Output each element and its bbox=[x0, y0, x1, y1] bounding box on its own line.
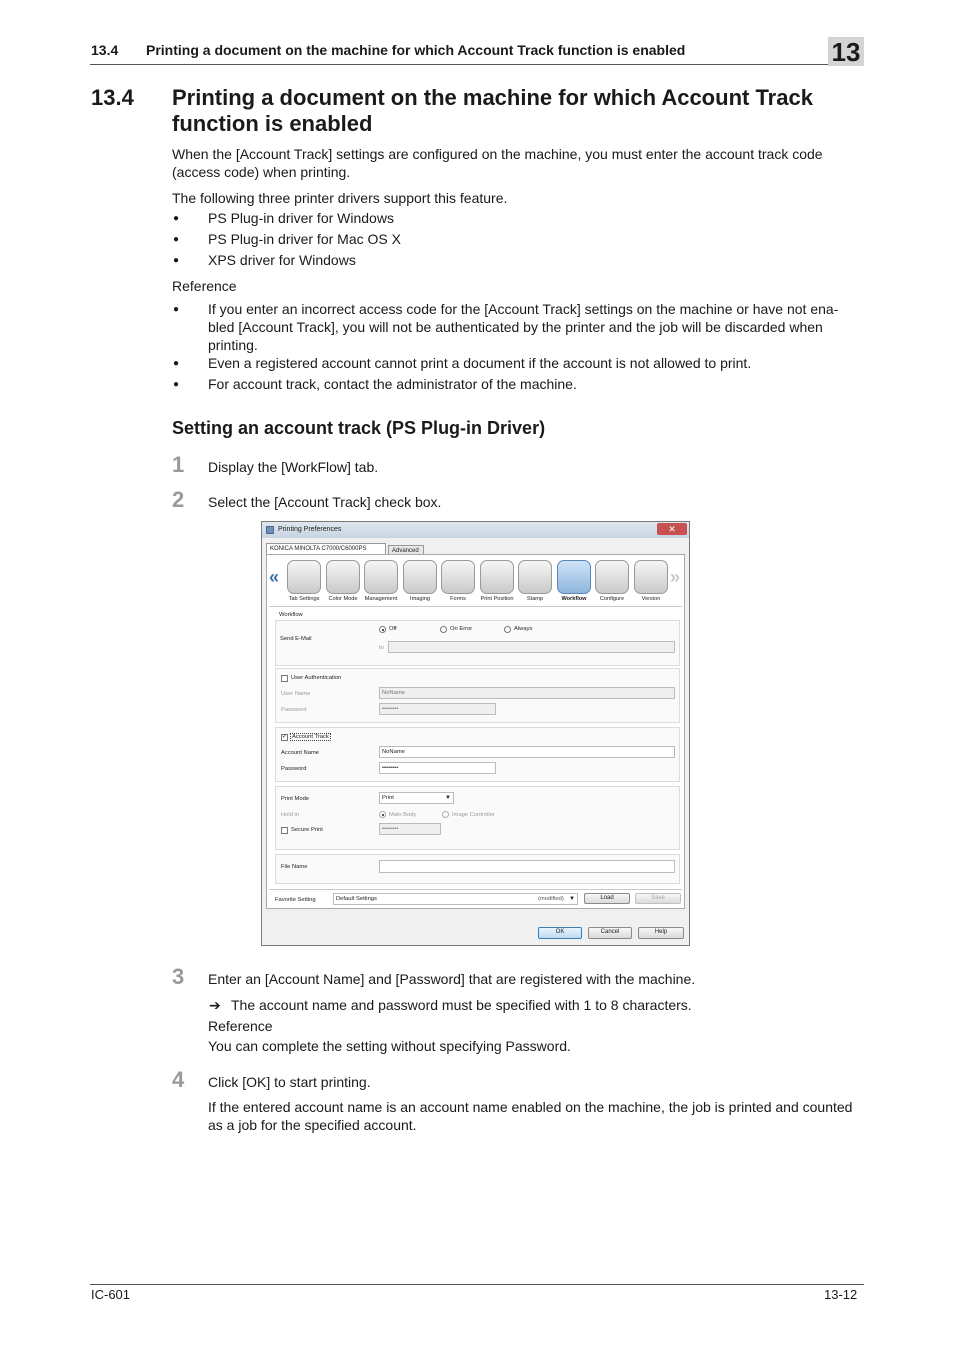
icon-label: Tab Settings bbox=[288, 596, 320, 602]
print-position-icon[interactable] bbox=[480, 560, 514, 594]
to-label: to bbox=[379, 645, 384, 651]
bullet-icon: ● bbox=[173, 304, 180, 315]
header-rule bbox=[90, 64, 864, 65]
icon-label: Imaging bbox=[410, 596, 430, 602]
account-name-label: Account Name bbox=[281, 750, 320, 756]
icon-label: Color Mode bbox=[328, 596, 358, 602]
favorite-label: Favorite Setting bbox=[275, 897, 316, 903]
list-item: PS Plug-in driver for Windows bbox=[208, 210, 394, 226]
user-auth-checkbox[interactable] bbox=[281, 675, 288, 682]
radio-main-body[interactable] bbox=[379, 811, 386, 818]
step-reference-label: Reference bbox=[208, 1018, 273, 1034]
chapter-badge: 13 bbox=[828, 37, 864, 66]
footer-page-number: 13-12 bbox=[824, 1287, 858, 1302]
send-email-group bbox=[275, 620, 680, 666]
save-button[interactable]: Save bbox=[635, 893, 681, 904]
stamp-icon[interactable] bbox=[518, 560, 552, 594]
printing-preferences-dialog bbox=[261, 521, 690, 946]
secure-print-label: Secure Print bbox=[291, 827, 323, 833]
favorite-value: Default Settings bbox=[336, 896, 377, 902]
drivers-intro: The following three printer drivers support this feature. bbox=[172, 190, 508, 206]
footer-rule bbox=[90, 1284, 864, 1285]
radio-on-error-label: On Error bbox=[450, 626, 473, 632]
user-auth-group bbox=[275, 668, 680, 723]
icon-label: Configure bbox=[599, 596, 625, 602]
print-mode-value: Print bbox=[382, 795, 394, 801]
tab-advanced[interactable]: Advanced bbox=[388, 545, 424, 555]
section-subheading: Setting an account track (PS Plug-in Driver) bbox=[172, 418, 546, 438]
hold-in-label: Hold in bbox=[281, 812, 300, 818]
icon-label: Version bbox=[641, 596, 661, 602]
user-name-label: User Name bbox=[281, 691, 311, 697]
workflow-heading: Workflow bbox=[279, 612, 303, 618]
bullet-icon: ● bbox=[173, 213, 180, 224]
account-track-label: Account Track bbox=[292, 734, 329, 740]
footer-doc-id: IC-601 bbox=[91, 1287, 131, 1302]
radio-image-controller[interactable] bbox=[442, 811, 449, 818]
step-text: Select the [Account Track] check box. bbox=[208, 494, 442, 510]
heading-number: 13.4 bbox=[91, 85, 134, 110]
imaging-icon[interactable] bbox=[403, 560, 437, 594]
printer-icon bbox=[266, 526, 274, 534]
tab-main[interactable]: KONICA MINOLTA C7000/C6000PS bbox=[266, 543, 386, 555]
secure-print-checkbox[interactable] bbox=[281, 827, 288, 834]
account-password-field[interactable]: •••••••• bbox=[379, 762, 496, 774]
bullet-icon: ● bbox=[173, 234, 180, 245]
icon-label: Workflow bbox=[561, 596, 587, 602]
account-password-label: Password bbox=[281, 766, 307, 772]
radio-always-label: Always bbox=[514, 626, 533, 632]
step-text: Enter an [Account Name] and [Password] that are registered with the machine. bbox=[208, 971, 696, 987]
settings-panel bbox=[266, 554, 685, 909]
chevron-down-icon: ▼ bbox=[445, 795, 451, 801]
list-item: XPS driver for Windows bbox=[208, 252, 356, 268]
modified-label: (modified) bbox=[538, 896, 564, 902]
step-text: Click [OK] to start printing. bbox=[208, 1074, 371, 1090]
reference-label: Reference bbox=[172, 278, 237, 294]
ok-button[interactable]: OK bbox=[538, 927, 582, 939]
list-item: For account track, contact the administrator of the machine. bbox=[208, 376, 577, 392]
close-button[interactable]: ✕ bbox=[657, 523, 687, 535]
intro-paragraph: When the [Account Track] settings are configured on the machine, you must enter the account track code (access code) when printing. bbox=[172, 146, 823, 180]
header-title: Printing a document on the machine for which Account Track function is enabled bbox=[146, 42, 686, 58]
list-item: If you enter an incorrect access code for the [Account Track] settings on the machine or have not ena-bled [Account Track], you will not be authenticated by the printer and the job will be discarded when printing. bbox=[208, 301, 839, 353]
tab-settings-icon[interactable] bbox=[287, 560, 321, 594]
bullet-icon: ● bbox=[173, 358, 180, 369]
print-mode-select[interactable] bbox=[379, 792, 454, 804]
icon-label: Print Position bbox=[480, 596, 514, 602]
header-section-number: 13.4 bbox=[91, 42, 119, 58]
workflow-icon[interactable] bbox=[557, 560, 591, 594]
step-number: 2 bbox=[172, 487, 185, 512]
dialog-titlebar bbox=[262, 522, 689, 538]
icon-label: Management bbox=[364, 596, 398, 602]
cancel-button[interactable]: Cancel bbox=[588, 927, 632, 939]
radio-image-controller-label: Image Controller bbox=[452, 812, 495, 818]
bullet-icon: ● bbox=[173, 255, 180, 266]
radio-off-label: Off bbox=[389, 626, 397, 632]
file-name-field[interactable] bbox=[379, 860, 675, 873]
account-track-checkbox[interactable]: ✓ bbox=[282, 734, 288, 740]
divider bbox=[269, 606, 682, 607]
version-icon[interactable] bbox=[634, 560, 668, 594]
divider bbox=[269, 889, 682, 890]
radio-off[interactable] bbox=[379, 626, 386, 633]
chevron-down-icon: ▼ bbox=[569, 896, 575, 902]
account-track-group bbox=[275, 727, 680, 782]
user-password-label: Password bbox=[281, 707, 307, 713]
load-button[interactable]: Load bbox=[584, 893, 630, 904]
list-item: Even a registered account cannot print a document if the account is not allowed to print. bbox=[208, 355, 752, 371]
icon-label: Stamp bbox=[526, 596, 544, 602]
color-mode-icon[interactable] bbox=[326, 560, 360, 594]
step-text: Display the [WorkFlow] tab. bbox=[208, 459, 379, 475]
account-name-field[interactable]: NoName bbox=[379, 746, 675, 758]
file-name-group bbox=[275, 854, 680, 884]
step-reference-text: You can complete the setting without specifying Password. bbox=[208, 1038, 571, 1054]
user-auth-label: User Authentication bbox=[291, 675, 342, 681]
step-number: 4 bbox=[172, 1067, 185, 1092]
file-name-label: File Name bbox=[281, 864, 308, 870]
favorite-select[interactable] bbox=[333, 893, 578, 905]
help-button[interactable]: Help bbox=[638, 927, 684, 939]
step-number: 3 bbox=[172, 964, 185, 989]
arrow-icon: ➔ bbox=[209, 997, 221, 1013]
page-title: Printing a document on the machine for which Account Track function is enabled bbox=[172, 85, 813, 136]
nav-left-icon[interactable]: « bbox=[269, 567, 280, 587]
print-mode-label: Print Mode bbox=[281, 796, 310, 802]
management-icon[interactable] bbox=[364, 560, 398, 594]
configure-icon[interactable] bbox=[595, 560, 629, 594]
forms-icon[interactable] bbox=[441, 560, 475, 594]
radio-on-error[interactable] bbox=[440, 626, 447, 633]
bullet-icon: ● bbox=[173, 379, 180, 390]
secure-print-password-field[interactable]: •••••••• bbox=[379, 823, 441, 835]
dialog-title: Printing Preferences bbox=[278, 526, 342, 533]
list-item: PS Plug-in driver for Mac OS X bbox=[208, 231, 401, 247]
print-mode-group bbox=[275, 786, 680, 850]
user-password-field[interactable]: •••••••• bbox=[379, 703, 496, 715]
send-email-label: Send E-Mail bbox=[280, 636, 312, 642]
nav-right-icon[interactable]: » bbox=[670, 567, 681, 587]
icon-label: Forms bbox=[450, 596, 466, 602]
radio-main-body-label: Main Body bbox=[389, 812, 417, 818]
step-number: 1 bbox=[172, 452, 185, 477]
user-name-field[interactable]: NoName bbox=[379, 687, 675, 699]
radio-always[interactable] bbox=[504, 626, 511, 633]
step-detail: If the entered account name is an account name enabled on the machine, the job is printed and counted as a job for the specified account. bbox=[208, 1099, 853, 1133]
step-note: The account name and password must be specified with 1 to 8 characters. bbox=[231, 997, 692, 1013]
email-to-field[interactable] bbox=[388, 641, 675, 653]
